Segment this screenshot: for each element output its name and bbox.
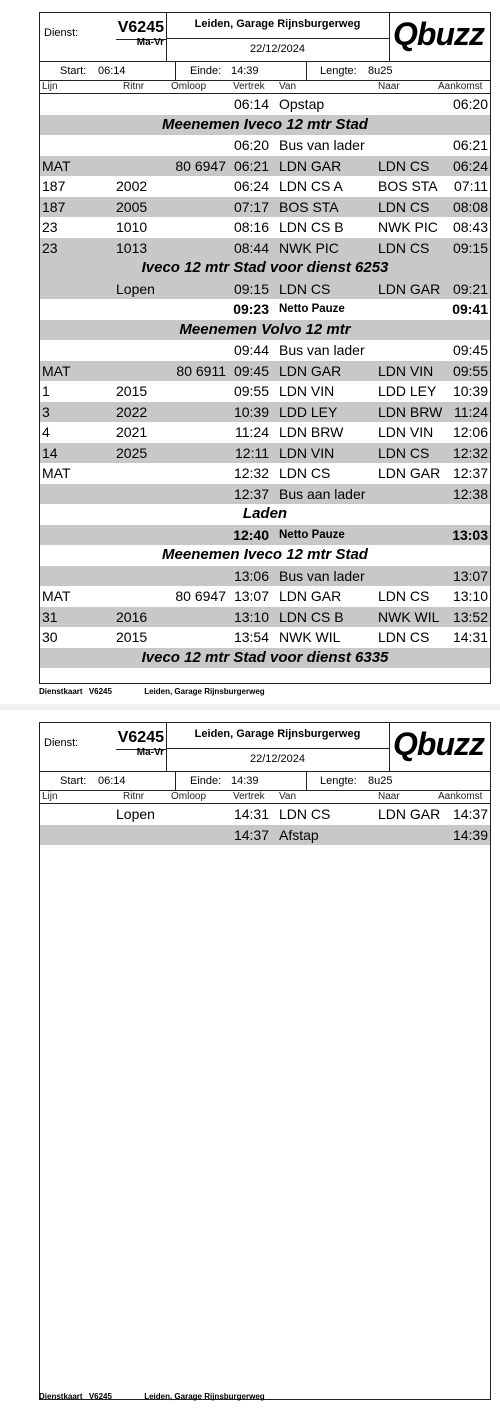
cell-aankomst: 09:21: [452, 280, 488, 297]
einde-value: 14:39: [231, 775, 259, 787]
cell-aankomst: 14:39: [452, 826, 488, 843]
cell-lijn: MAT: [42, 465, 71, 481]
section-header: [40, 320, 490, 341]
cell-naar: NWK WIL: [378, 608, 440, 625]
lengte-value: 8u25: [368, 775, 393, 787]
einde-label: Einde:: [190, 65, 222, 77]
trip-row: [40, 422, 490, 443]
cell-naar: LDN CS: [378, 157, 430, 174]
start-label: Start:: [60, 775, 87, 787]
trip-row: [40, 804, 490, 825]
card-footer: [39, 687, 295, 696]
cell-naar: LDN CS: [378, 588, 430, 604]
cell-lijn: MAT: [42, 157, 71, 174]
location-cell: [166, 13, 390, 61]
cell-vertrek: 13:54: [233, 629, 269, 645]
trip-row: [40, 607, 490, 628]
trip-rows: [40, 804, 490, 845]
trip-row: [40, 197, 490, 218]
cell-van: Netto Pauze: [279, 303, 345, 315]
footer-code: V6245: [88, 1392, 112, 1401]
cell-van: LDN GAR: [279, 157, 342, 174]
col-omloop: Omloop: [171, 81, 207, 92]
duty-card-page-1: [0, 0, 500, 704]
cell-naar: LDN CS: [378, 239, 430, 256]
cell-lijn: MAT: [42, 362, 71, 379]
cell-vertrek: 14:37: [233, 826, 269, 843]
location: Leiden, Garage Rijnsburgerweg: [194, 18, 361, 30]
duty-card-frame: [39, 12, 491, 684]
cell-naar: LDN GAR: [378, 280, 441, 297]
cell-lijn: 187: [42, 198, 66, 215]
cell-aankomst: 06:20: [452, 96, 488, 112]
cell-van: NWK PIC: [279, 239, 339, 256]
cell-vertrek: 09:15: [233, 280, 269, 297]
dienst-cell: [40, 13, 167, 61]
cell-lijn: 23: [42, 239, 58, 256]
cell-van: Opstap: [279, 96, 325, 112]
trip-row: [40, 94, 490, 115]
cell-naar: LDN CS: [378, 198, 430, 215]
lengte-value: 8u25: [368, 65, 393, 77]
cell-vertrek: 06:24: [233, 178, 269, 194]
column-headers: [40, 791, 490, 804]
trip-row: [40, 381, 490, 402]
time-summary-row: [40, 772, 490, 791]
trip-row: [40, 825, 490, 846]
col-lijn: Lijn: [42, 81, 58, 92]
trip-row: [40, 279, 490, 300]
cell-van: LDN GAR: [279, 588, 342, 604]
col-aankomst: Aankomst: [438, 81, 483, 92]
col-vertrek: Vertrek: [233, 81, 265, 92]
cell-ritnr: Lopen: [116, 280, 155, 297]
cell-aankomst: 12:32: [452, 444, 488, 461]
einde-value: 14:39: [231, 65, 259, 77]
col-aankomst: Aankomst: [438, 791, 483, 802]
cell-aankomst: 11:24: [454, 403, 488, 420]
trip-row: [40, 238, 490, 259]
trip-row: [40, 484, 490, 505]
cell-vertrek: 07:17: [233, 198, 269, 215]
qbuzz-logo: Qbuzz: [393, 16, 484, 52]
trip-row: [40, 361, 490, 382]
cell-aankomst: 13:07: [452, 567, 488, 584]
cell-vertrek: 09:23: [233, 301, 269, 317]
cell-aankomst: 14:31: [452, 629, 488, 645]
cell-vertrek: 12:11: [235, 444, 269, 461]
cell-van: LDN VIN: [279, 444, 335, 461]
cell-naar: LDN CS: [378, 444, 430, 461]
trip-row: [40, 463, 490, 484]
cell-vertrek: 13:06: [233, 567, 269, 584]
dienst-label: Dienst:: [44, 27, 79, 39]
dienst-cell: [40, 723, 167, 771]
cell-ritnr: 2015: [116, 383, 148, 399]
col-omloop: Omloop: [171, 791, 207, 802]
duty-card-frame: [39, 722, 491, 1400]
section-title: Iveco 12 mtr Stad voor dienst 6335: [141, 648, 389, 666]
section-title: Iveco 12 mtr Stad voor dienst 6253: [141, 259, 389, 276]
cell-vertrek: 06:14: [233, 96, 269, 112]
cell-aankomst: 09:15: [452, 239, 488, 256]
cell-lijn: 14: [42, 444, 58, 461]
cell-van: Bus van lader: [279, 567, 365, 584]
cell-vertrek: 09:44: [233, 342, 269, 358]
trip-row: [40, 135, 490, 156]
cell-ritnr: 2015: [116, 629, 148, 645]
cell-van: Afstap: [279, 826, 319, 843]
cell-aankomst: 08:08: [452, 198, 488, 215]
start-value: 06:14: [98, 65, 126, 77]
cell-lijn: 30: [42, 629, 58, 645]
card-header: [40, 13, 490, 62]
cell-omloop: 80 6947: [175, 588, 226, 604]
dienst-days: Ma-Vr: [136, 747, 164, 758]
cell-ritnr: 2022: [116, 403, 148, 420]
column-headers: [40, 81, 490, 94]
footer-label: Dienstkaart: [39, 1392, 83, 1401]
cell-vertrek: 06:21: [233, 157, 269, 174]
start-value: 06:14: [98, 775, 126, 787]
cell-vertrek: 09:45: [233, 362, 269, 379]
section-header: [40, 648, 490, 669]
cell-naar: LDN CS: [378, 629, 430, 645]
cell-van: Netto Pauze: [279, 528, 345, 541]
cell-van: Bus aan lader: [279, 485, 366, 502]
section-header: [40, 545, 490, 566]
dienst-days: Ma-Vr: [136, 37, 164, 48]
cell-aankomst: 12:06: [452, 424, 488, 440]
cell-vertrek: 11:24: [235, 424, 269, 440]
card-header: [40, 723, 490, 772]
cell-naar: LDN GAR: [378, 465, 441, 481]
cell-vertrek: 13:07: [233, 588, 269, 604]
col-van: Van: [279, 791, 297, 802]
trip-row: [40, 340, 490, 361]
cell-aankomst: 13:52: [452, 608, 488, 625]
cell-van: LDN CS: [279, 465, 331, 481]
footer-location: Leiden, Garage Rijnsburgerweg: [144, 1392, 265, 1401]
cell-vertrek: 08:44: [233, 239, 269, 256]
cell-lijn: MAT: [42, 588, 71, 604]
cell-aankomst: 10:39: [452, 383, 488, 399]
cell-omloop: 80 6911: [176, 362, 226, 379]
cell-van: LDD LEY: [279, 403, 338, 420]
start-label: Start:: [60, 65, 87, 77]
section-title: Laden: [242, 505, 288, 522]
cell-aankomst: 08:43: [452, 219, 488, 235]
cell-aankomst: 13:03: [452, 526, 488, 543]
cell-vertrek: 10:39: [233, 403, 269, 420]
footer-label: Dienstkaart: [39, 687, 83, 696]
logo-cell: [389, 13, 490, 61]
cell-naar: LDN VIN: [378, 424, 434, 440]
einde-label: Einde:: [190, 775, 222, 787]
cell-ritnr: 2016: [116, 608, 148, 625]
section-title: Meenemen Iveco 12 mtr Stad: [162, 115, 368, 133]
trip-row: [40, 217, 490, 238]
cell-ritnr: 1013: [116, 239, 148, 256]
cell-lijn: 31: [42, 608, 58, 625]
lengte-label: Lengte:: [320, 775, 357, 787]
cell-vertrek: 13:10: [233, 608, 269, 625]
footer-location: Leiden, Garage Rijnsburgerweg: [144, 687, 265, 696]
cell-van: LDN CS: [279, 280, 331, 297]
trip-row: [40, 566, 490, 587]
section-title: Meenemen Iveco 12 mtr Stad: [162, 546, 368, 563]
trip-row: [40, 156, 490, 177]
cell-van: LDN VIN: [279, 383, 335, 399]
col-ritnr: Ritnr: [123, 791, 145, 802]
cell-vertrek: 12:32: [233, 465, 269, 481]
cell-vertrek: 14:31: [233, 806, 269, 822]
cell-van: LDN CS B: [279, 608, 344, 625]
cell-vertrek: 06:20: [233, 137, 269, 153]
cell-aankomst: 13:10: [452, 588, 488, 604]
cell-van: LDN CS A: [279, 178, 343, 194]
section-header: [40, 504, 490, 525]
cell-aankomst: 14:37: [452, 806, 488, 822]
cell-ritnr: 1010: [116, 219, 148, 235]
cell-ritnr: 2025: [116, 444, 148, 461]
trip-row: [40, 586, 490, 607]
cell-van: NWK WIL: [279, 629, 341, 645]
cell-naar: LDD LEY: [378, 383, 437, 399]
cell-lijn: 23: [42, 219, 58, 235]
cell-naar: LDN BRW: [378, 403, 443, 420]
col-van: Van: [279, 81, 297, 92]
footer-code: V6245: [88, 687, 112, 696]
date: 22/12/2024: [249, 753, 306, 765]
cell-van: Bus van lader: [279, 342, 365, 358]
cell-van: LDN BRW: [279, 424, 344, 440]
trip-row: [40, 627, 490, 648]
trip-rows: [40, 94, 490, 668]
cell-ritnr: 2005: [116, 198, 148, 215]
cell-aankomst: 06:24: [452, 157, 488, 174]
pause-row: [40, 525, 490, 546]
cell-lijn: 1: [42, 383, 50, 399]
cell-ritnr: 2021: [116, 424, 148, 440]
cell-lijn: 3: [42, 403, 50, 420]
section-title: Meenemen Volvo 12 mtr: [179, 320, 351, 338]
col-naar: Naar: [378, 81, 400, 92]
dienst-code: V6245: [117, 729, 164, 746]
cell-van: LDN CS B: [279, 219, 344, 235]
cell-naar: LDN GAR: [378, 806, 441, 822]
duty-card-page-2: [0, 710, 500, 1426]
dienst-code: V6245: [117, 19, 164, 36]
cell-ritnr: Lopen: [116, 806, 155, 822]
qbuzz-logo: Qbuzz: [393, 726, 484, 762]
cell-van: LDN GAR: [279, 362, 342, 379]
cell-van: Bus van lader: [279, 137, 365, 153]
card-footer: [39, 1392, 295, 1401]
cell-lijn: 187: [42, 178, 66, 194]
cell-aankomst: 06:21: [452, 137, 488, 153]
cell-vertrek: 08:16: [233, 219, 269, 235]
trip-row: [40, 443, 490, 464]
cell-naar: LDN VIN: [378, 362, 434, 379]
location: Leiden, Garage Rijnsburgerweg: [194, 728, 361, 740]
cell-aankomst: 09:55: [452, 362, 488, 379]
cell-van: LDN CS: [279, 806, 331, 822]
cell-lijn: 4: [42, 424, 50, 440]
section-header: [40, 258, 490, 279]
cell-vertrek: 09:55: [233, 383, 269, 399]
location-cell: [166, 723, 390, 771]
cell-van: BOS STA: [279, 198, 339, 215]
dienst-label: Dienst:: [44, 737, 79, 749]
col-vertrek: Vertrek: [233, 791, 265, 802]
cell-vertrek: 12:40: [233, 526, 269, 543]
col-ritnr: Ritnr: [123, 81, 145, 92]
cell-aankomst: 12:38: [452, 485, 488, 502]
cell-vertrek: 12:37: [233, 485, 269, 502]
cell-ritnr: 2002: [116, 178, 148, 194]
time-summary-row: [40, 62, 490, 81]
cell-aankomst: 09:41: [452, 301, 488, 317]
col-naar: Naar: [378, 791, 400, 802]
col-lijn: Lijn: [42, 791, 58, 802]
cell-aankomst: 12:37: [452, 465, 488, 481]
trip-row: [40, 176, 490, 197]
cell-aankomst: 09:45: [452, 342, 488, 358]
cell-naar: NWK PIC: [378, 219, 438, 235]
section-header: [40, 115, 490, 136]
date: 22/12/2024: [249, 43, 306, 55]
cell-naar: BOS STA: [378, 178, 438, 194]
logo-cell: [389, 723, 490, 771]
pause-row: [40, 299, 490, 320]
cell-omloop: 80 6947: [175, 157, 226, 174]
trip-row: [40, 402, 490, 423]
lengte-label: Lengte:: [320, 65, 357, 77]
cell-aankomst: 07:11: [454, 178, 488, 194]
